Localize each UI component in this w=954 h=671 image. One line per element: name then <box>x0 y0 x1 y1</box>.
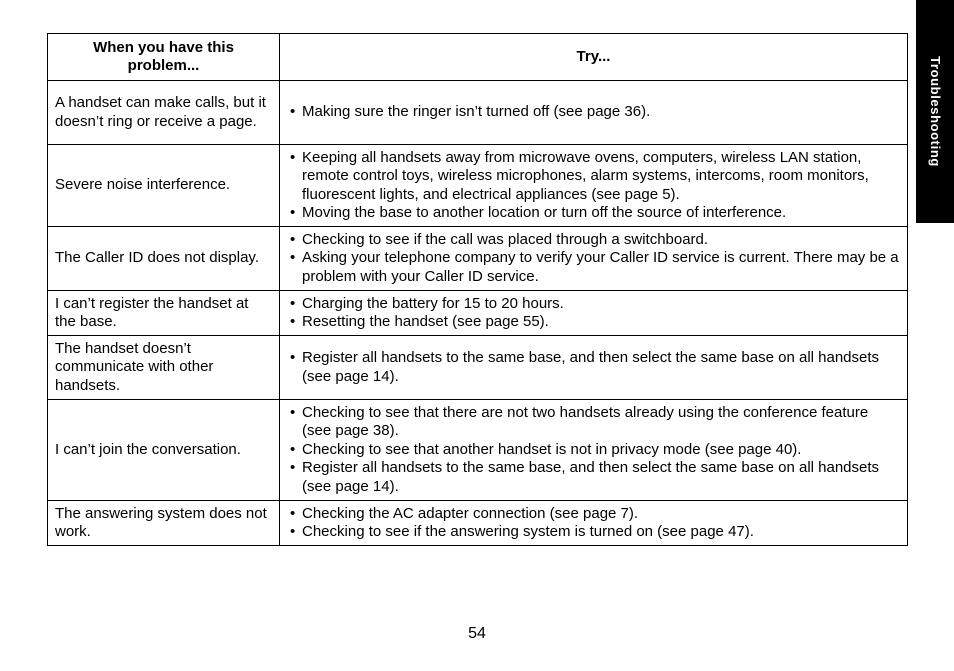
solution-cell <box>280 501 908 546</box>
solution-item: • Charging the battery for 15 to 20 hours. <box>290 295 899 314</box>
solution-item: • Moving the base to another location or turn off the source of interference. <box>290 204 899 223</box>
solution-list <box>290 404 899 497</box>
problem-cell: A handset can make calls, but it doesn’t ring or receive a page. <box>48 81 280 145</box>
header-try: Try... <box>280 34 908 81</box>
table-row <box>48 336 908 400</box>
solution-cell <box>280 291 908 336</box>
table-body <box>48 81 908 546</box>
table-row <box>48 501 908 546</box>
table-row <box>48 81 908 145</box>
table-row <box>48 145 908 227</box>
problem-cell: The Caller ID does not display. <box>48 227 280 291</box>
solution-list <box>290 505 899 542</box>
problem-cell: The handset doesn’t communicate with other handsets. <box>48 336 280 400</box>
table-row <box>48 227 908 291</box>
table-row <box>48 400 908 501</box>
solution-cell <box>280 227 908 291</box>
solution-item: • Making sure the ringer isn’t turned off (see page 36). <box>290 103 899 122</box>
problem-cell: Severe noise interference. <box>48 145 280 227</box>
problem-cell: I can’t register the handset at the base. <box>48 291 280 336</box>
solution-item: • Resetting the handset (see page 55). <box>290 313 899 332</box>
solution-cell <box>280 336 908 400</box>
solution-cell <box>280 145 908 227</box>
solution-item: • Register all handsets to the same base, and then select the same base on all handsets (see page 14). <box>290 459 899 496</box>
solution-item: • Register all handsets to the same base, and then select the same base on all handsets (see page 14). <box>290 349 899 386</box>
page-number: 54 <box>468 625 486 642</box>
solution-cell <box>280 400 908 501</box>
solution-item: • Checking to see if the answering system is turned on (see page 47). <box>290 523 899 542</box>
solution-item: • Checking to see if the call was placed through a switchboard. <box>290 231 899 250</box>
problem-cell: I can’t join the conversation. <box>48 400 280 501</box>
solution-item: • Asking your telephone company to verify your Caller ID service is current. There may be a problem with your Caller ID service. <box>290 249 899 286</box>
solution-list <box>290 295 899 332</box>
section-tab <box>916 0 954 223</box>
solution-list <box>290 149 899 223</box>
solution-item: • Keeping all handsets away from microwave ovens, computers, wireless LAN station, remote control toys, wireless microphones, alarm systems, intercoms, room monitors, fluorescent lights, and electrical appliances (see page 5). <box>290 149 899 205</box>
solution-list <box>290 349 899 386</box>
section-tab-label: Troubleshooting <box>927 56 943 167</box>
solution-item: • Checking to see that there are not two handsets already using the conference feature (see page 38). <box>290 404 899 441</box>
troubleshooting-table <box>47 33 908 546</box>
header-problem: When you have this problem... <box>48 34 280 81</box>
solution-cell <box>280 81 908 145</box>
solution-item: • Checking the AC adapter connection (see page 7). <box>290 505 899 524</box>
solution-list <box>290 231 899 287</box>
problem-cell: The answering system does not work. <box>48 501 280 546</box>
solution-list <box>290 103 899 122</box>
table-row <box>48 291 908 336</box>
table-header-row <box>48 34 908 81</box>
solution-item: • Checking to see that another handset is not in privacy mode (see page 40). <box>290 441 899 460</box>
